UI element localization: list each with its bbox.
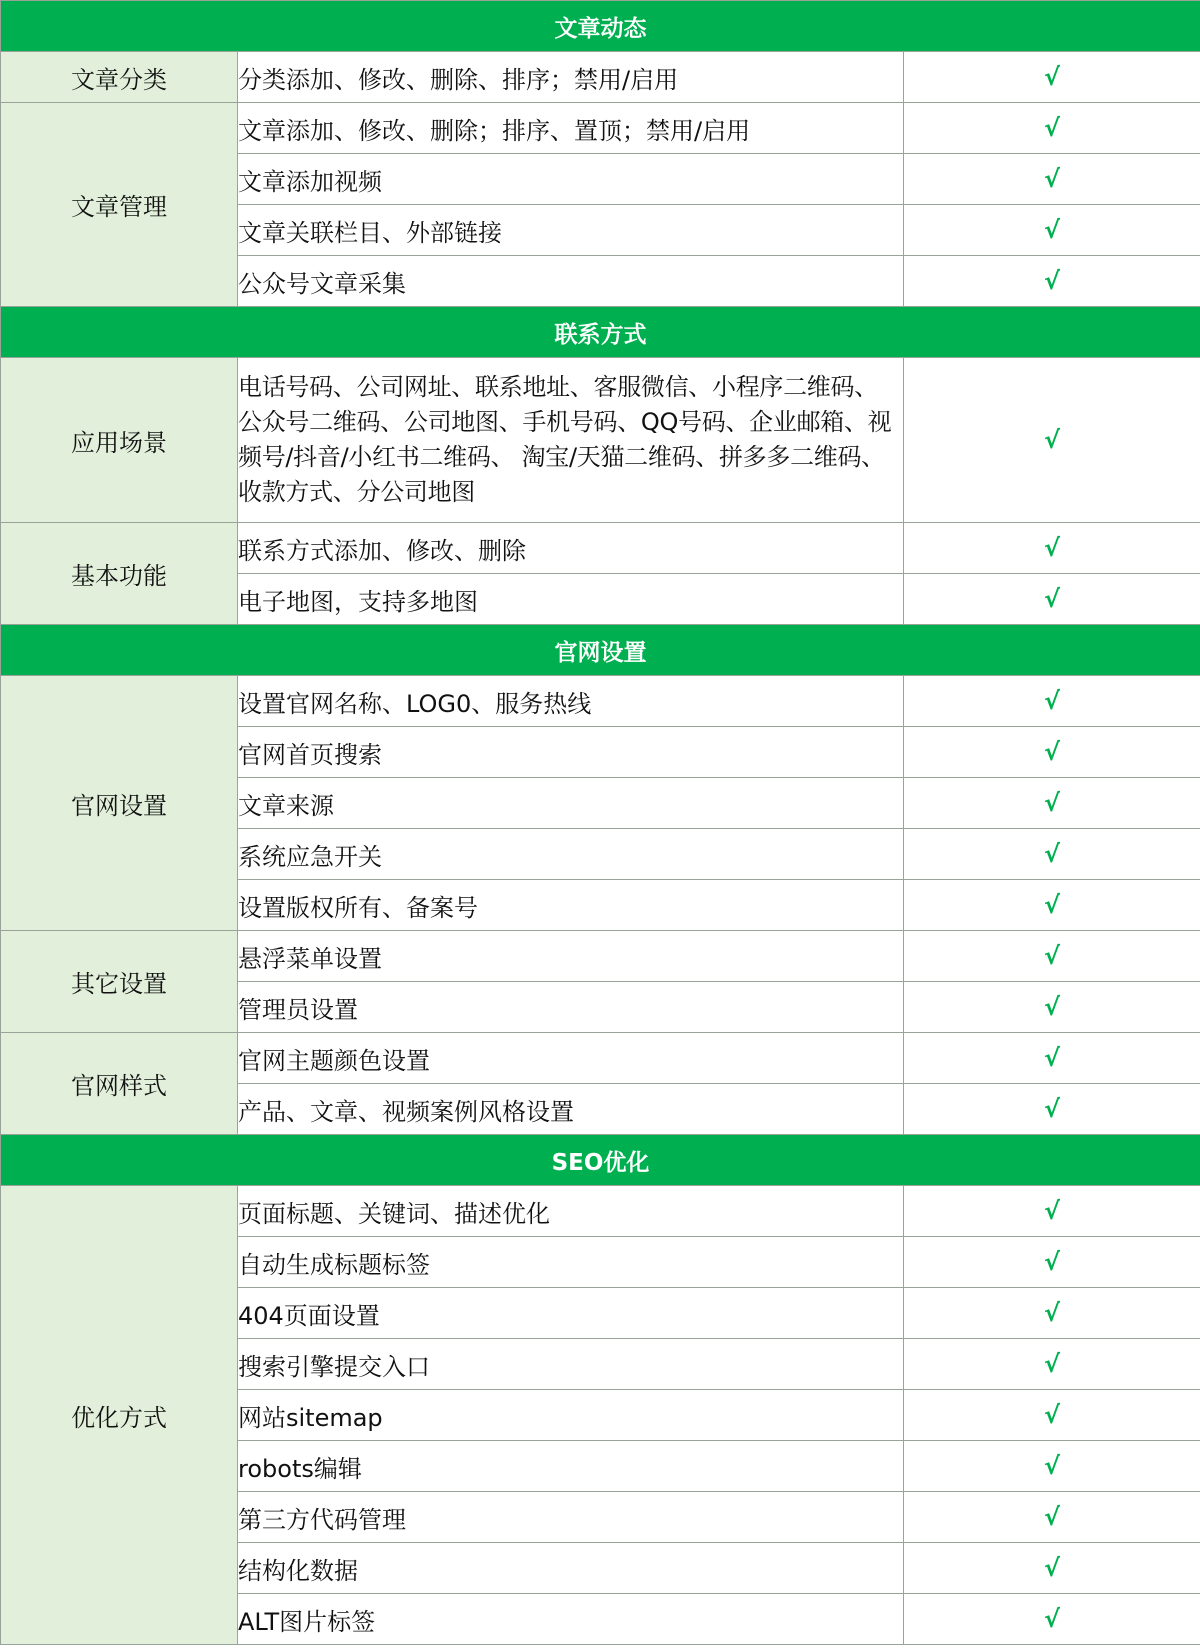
feature-cell: 电子地图，支持多地图 <box>238 574 904 625</box>
check-mark-icon: √ <box>904 358 1200 523</box>
check-mark-icon: √ <box>904 1237 1200 1288</box>
section-title: SEO优化 <box>1 1135 1200 1186</box>
check-mark-icon: √ <box>904 1441 1200 1492</box>
feature-cell: robots编辑 <box>238 1441 904 1492</box>
feature-cell: 管理员设置 <box>238 982 904 1033</box>
table-row <box>1 52 1200 103</box>
check-mark-icon: √ <box>904 829 1200 880</box>
feature-cell: 网站sitemap <box>238 1390 904 1441</box>
check-mark-icon: √ <box>904 1594 1200 1645</box>
feature-cell: 分类添加、修改、删除、排序；禁用/启用 <box>238 52 904 103</box>
feature-cell: 设置版权所有、备案号 <box>238 880 904 931</box>
check-mark-icon: √ <box>904 1390 1200 1441</box>
check-mark-icon: √ <box>904 103 1200 154</box>
feature-cell: 文章添加视频 <box>238 154 904 205</box>
table-row <box>1 523 1200 574</box>
feature-cell: 文章来源 <box>238 778 904 829</box>
check-mark-icon: √ <box>904 1339 1200 1390</box>
category-cell: 官网样式 <box>1 1033 238 1135</box>
table-row <box>1 1186 1200 1237</box>
section-title: 官网设置 <box>1 625 1200 676</box>
check-mark-icon: √ <box>904 880 1200 931</box>
check-mark-icon: √ <box>904 1084 1200 1135</box>
check-mark-icon: √ <box>904 778 1200 829</box>
check-mark-icon: √ <box>904 523 1200 574</box>
section-header-row <box>1 1 1200 52</box>
table-row <box>1 931 1200 982</box>
feature-cell: 结构化数据 <box>238 1543 904 1594</box>
section-title: 联系方式 <box>1 307 1200 358</box>
check-mark-icon: √ <box>904 727 1200 778</box>
feature-cell: 搜索引擎提交入口 <box>238 1339 904 1390</box>
feature-cell: 联系方式添加、修改、删除 <box>238 523 904 574</box>
feature-cell: 悬浮菜单设置 <box>238 931 904 982</box>
category-cell: 文章分类 <box>1 52 238 103</box>
check-mark-icon: √ <box>904 256 1200 307</box>
feature-cell: 文章关联栏目、外部链接 <box>238 205 904 256</box>
section-header-row <box>1 307 1200 358</box>
feature-cell: 官网主题颜色设置 <box>238 1033 904 1084</box>
category-cell: 文章管理 <box>1 103 238 307</box>
check-mark-icon: √ <box>904 52 1200 103</box>
feature-cell: 页面标题、关键词、描述优化 <box>238 1186 904 1237</box>
category-cell: 优化方式 <box>1 1186 238 1645</box>
section-header-row <box>1 1135 1200 1186</box>
table-row <box>1 103 1200 154</box>
category-cell: 其它设置 <box>1 931 238 1033</box>
feature-cell: 公众号文章采集 <box>238 256 904 307</box>
feature-cell: 自动生成标题标签 <box>238 1237 904 1288</box>
table-row <box>1 676 1200 727</box>
check-mark-icon: √ <box>904 154 1200 205</box>
feature-cell: 设置官网名称、LOG0、服务热线 <box>238 676 904 727</box>
check-mark-icon: √ <box>904 574 1200 625</box>
check-mark-icon: √ <box>904 1033 1200 1084</box>
check-mark-icon: √ <box>904 205 1200 256</box>
feature-cell: 电话号码、公司网址、联系地址、客服微信、小程序二维码、公众号二维码、公司地图、手机号码、QQ号码、企业邮箱、视频号/抖音/小红书二维码、 淘宝/天猫二维码、拼多多二维码、收款方式、分公司地图 <box>238 358 904 523</box>
feature-cell: 第三方代码管理 <box>238 1492 904 1543</box>
category-cell: 官网设置 <box>1 676 238 931</box>
table-row <box>1 1033 1200 1084</box>
section-header-row <box>1 625 1200 676</box>
category-cell: 基本功能 <box>1 523 238 625</box>
feature-cell: 系统应急开关 <box>238 829 904 880</box>
feature-cell: 官网首页搜索 <box>238 727 904 778</box>
feature-cell: 404页面设置 <box>238 1288 904 1339</box>
check-mark-icon: √ <box>904 1543 1200 1594</box>
feature-cell: 产品、文章、视频案例风格设置 <box>238 1084 904 1135</box>
table-row <box>1 358 1200 523</box>
section-title: 文章动态 <box>1 1 1200 52</box>
check-mark-icon: √ <box>904 982 1200 1033</box>
check-mark-icon: √ <box>904 676 1200 727</box>
feature-cell: ALT图片标签 <box>238 1594 904 1645</box>
check-mark-icon: √ <box>904 1492 1200 1543</box>
check-mark-icon: √ <box>904 1288 1200 1339</box>
category-cell: 应用场景 <box>1 358 238 523</box>
check-mark-icon: √ <box>904 1186 1200 1237</box>
check-mark-icon: √ <box>904 931 1200 982</box>
feature-cell: 文章添加、修改、删除；排序、置顶；禁用/启用 <box>238 103 904 154</box>
